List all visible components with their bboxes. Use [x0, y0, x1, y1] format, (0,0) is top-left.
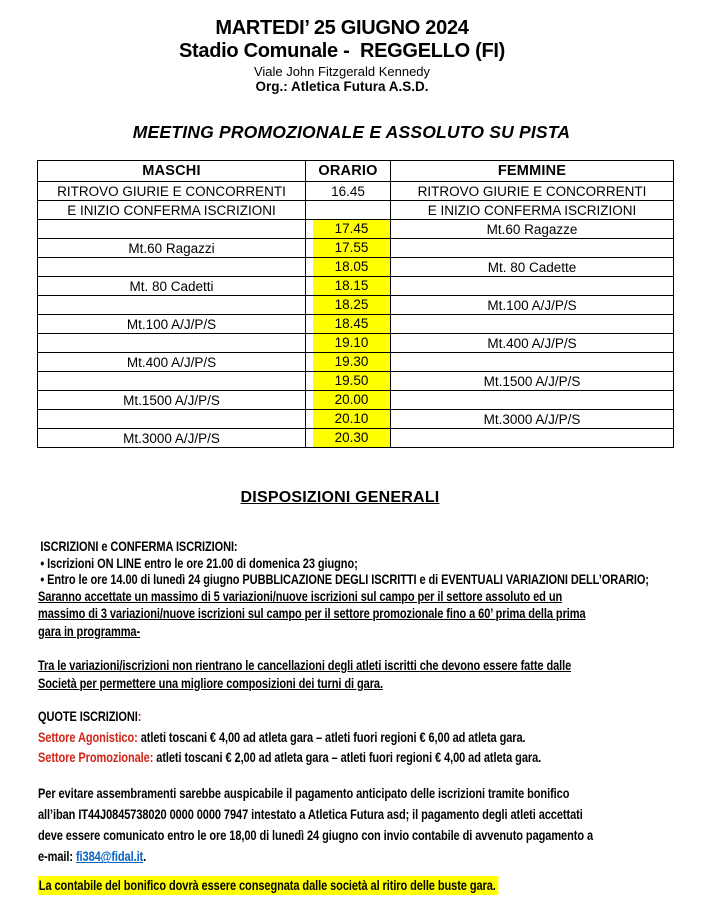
variazioni-paragraph: [38, 588, 677, 641]
table-row: [38, 201, 674, 220]
table-row: [38, 353, 674, 372]
cancellazioni-line: Società per permettere una migliore composizioni dei turni di gara.: [38, 674, 383, 691]
iscrizioni-bullet-online: • Iscrizioni ON LINE entro le ore 21.00 di domenica 23 giugno;: [40, 554, 358, 571]
pagamento-email-line: [38, 846, 677, 867]
cell-femmine: [391, 391, 674, 410]
settore-promozionale-text: atleti toscani € 2,00 ad atleta gara – atleti fuori regioni € 4,00 ad atleta gara.: [153, 749, 542, 765]
column-header-maschi: MASCHI: [38, 161, 306, 182]
meeting-title: MEETING PROMOZIONALE E ASSOLUTO SU PISTA: [132, 122, 571, 142]
cell-maschi: [38, 296, 306, 315]
table-row: [38, 372, 674, 391]
cell-femmine: E INIZIO CONFERMA ISCRIZIONI: [391, 201, 674, 220]
cell-maschi: Mt.100 A/J/P/S: [38, 315, 306, 334]
email-link[interactable]: fi384@fidal.it: [75, 848, 144, 865]
quote-agonistico-line: [38, 727, 677, 748]
cell-orario: [306, 353, 391, 372]
cell-maschi: Mt. 80 Cadetti: [38, 277, 306, 296]
quote-heading-colon: :: [137, 708, 142, 724]
highlighted-time: 18.45: [313, 315, 390, 333]
cancellazioni-paragraph: [38, 657, 677, 692]
cell-femmine: [391, 315, 674, 334]
variazioni-line: massimo di 3 variazioni/nuove iscrizioni sul campo per il settore promozionale fino a 60’ prima della prima: [38, 605, 586, 621]
table-header-row: [38, 161, 674, 182]
disposizioni-body: [38, 538, 677, 895]
quote-promozionale-line: [38, 747, 677, 768]
highlighted-time: 19.10: [313, 334, 390, 352]
highlighted-time: 18.05: [313, 258, 390, 276]
email-suffix: .: [143, 848, 147, 865]
highlighted-time: 18.15: [313, 277, 390, 295]
cell-maschi: RITROVO GIURIE E CONCORRENTI: [38, 182, 306, 201]
cell-femmine: Mt.3000 A/J/P/S: [391, 410, 674, 429]
table-row: [38, 391, 674, 410]
variazioni-line: Saranno accettate un massimo di 5 variazioni/nuove iscrizioni sul campo per il settore assoluto ed un: [38, 587, 563, 604]
cell-femmine: [391, 239, 674, 258]
table-row: [38, 410, 674, 429]
highlighted-time: 20.30: [313, 429, 390, 447]
table-row: [38, 220, 674, 239]
cell-orario: [306, 315, 391, 334]
cell-orario: [306, 239, 391, 258]
iscrizioni-heading: ISCRIZIONI e CONFERMA ISCRIZIONI:: [40, 538, 238, 554]
pagamento-line: all’iban IT44J0845738020 0000 0000 7947 intestato a Atletica Futura asd; il pagamento degli atleti accettati: [38, 805, 583, 822]
settore-agonistico-label: Settore Agonistico:: [38, 728, 138, 745]
cell-femmine: [391, 429, 674, 448]
iscrizioni-bullet-pubblicazione: • Entro le ore 14.00 di lunedì 24 giugno PUBBLICAZIONE DEGLI ISCRITTI e di EVENTUALI VARIAZIONI DELL’ORARIO;: [40, 571, 649, 587]
quote-iscrizioni-paragraph: [38, 706, 677, 768]
cell-orario: [306, 372, 391, 391]
table-row: [38, 315, 674, 334]
cell-orario: [306, 410, 391, 429]
email-label: e-mail:: [38, 848, 76, 865]
cell-maschi: [38, 372, 306, 391]
highlighted-time: 18.25: [313, 296, 390, 314]
cell-maschi: Mt.60 Ragazzi: [38, 239, 306, 258]
cell-orario: [306, 391, 391, 410]
schedule-table-body: [38, 182, 674, 448]
event-venue-title: Stadio Comunale - REGGELLO (FI): [179, 40, 505, 62]
cell-maschi: Mt.400 A/J/P/S: [38, 353, 306, 372]
cell-maschi: [38, 334, 306, 353]
cell-femmine: Mt.400 A/J/P/S: [391, 334, 674, 353]
final-note-line: [38, 875, 677, 895]
highlighted-time: 20.10: [313, 410, 390, 428]
disposizioni-title: DISPOSIZIONI GENERALI: [240, 489, 440, 506]
highlighted-time: 17.45: [313, 220, 390, 238]
cell-orario: [306, 258, 391, 277]
iscrizioni-paragraph: [38, 538, 677, 588]
column-header-femmine: FEMMINE: [391, 161, 674, 182]
cell-orario: [306, 220, 391, 239]
settore-agonistico-text: atleti toscani € 4,00 ad atleta gara – atleti fuori regioni € 6,00 ad atleta gara.: [137, 728, 526, 745]
table-row: [38, 429, 674, 448]
highlighted-time: 19.50: [313, 372, 390, 390]
cell-orario: 16.45: [306, 182, 391, 201]
cell-maschi: E INIZIO CONFERMA ISCRIZIONI: [38, 201, 306, 220]
table-row: [38, 296, 674, 315]
cell-femmine: Mt.60 Ragazze: [391, 220, 674, 239]
document-header: [0, 0, 684, 95]
cell-femmine: Mt.1500 A/J/P/S: [391, 372, 674, 391]
cell-maschi: Mt.3000 A/J/P/S: [38, 429, 306, 448]
table-row: [38, 239, 674, 258]
quote-heading: [38, 706, 677, 727]
cell-orario: [306, 277, 391, 296]
cell-femmine: [391, 353, 674, 372]
event-date-title: MARTEDI’ 25 GIUGNO 2024: [215, 17, 469, 39]
highlighted-time: 20.00: [313, 391, 390, 409]
pagamento-paragraph: [38, 783, 677, 868]
cell-femmine: RITROVO GIURIE E CONCORRENTI: [391, 182, 674, 201]
pagamento-line: deve essere comunicato entro le ore 18,00 di lunedì 24 giugno con invio contabile di avvenuto pagamento a: [38, 827, 594, 844]
schedule-table: [37, 160, 674, 448]
cell-maschi: Mt.1500 A/J/P/S: [38, 391, 306, 410]
pagamento-line: Per evitare assembramenti sarebbe auspicabile il pagamento anticipato delle iscrizioni tramite bonifico: [38, 784, 570, 801]
cell-femmine: [391, 277, 674, 296]
settore-promozionale-label: Settore Promozionale:: [38, 749, 154, 765]
cell-femmine: Mt. 80 Cadette: [391, 258, 674, 277]
variazioni-line: gara in programma-: [38, 622, 141, 639]
cell-maschi: [38, 410, 306, 429]
table-row: [38, 334, 674, 353]
cell-orario: [306, 201, 391, 220]
cell-orario: [306, 334, 391, 353]
final-note-highlight: La contabile del bonifico dovrà essere consegnata dalle società al ritiro delle buste gara.: [38, 876, 498, 895]
table-row: [38, 258, 674, 277]
quote-heading-text: QUOTE ISCRIZIONI: [38, 708, 138, 724]
cell-maschi: [38, 220, 306, 239]
cell-orario: [306, 296, 391, 315]
cell-maschi: [38, 258, 306, 277]
cell-orario: [306, 429, 391, 448]
cancellazioni-line: Tra le variazioni/iscrizioni non rientrano le cancellazioni degli atleti iscritti che devono essere fatte dalle: [38, 657, 572, 673]
highlighted-time: 17.55: [313, 239, 390, 257]
column-header-orario: ORARIO: [306, 161, 391, 182]
organizer-line: Org.: Atletica Futura A.S.D.: [255, 79, 429, 94]
venue-address: Viale John Fitzgerald Kennedy: [253, 64, 431, 79]
highlighted-time: 19.30: [313, 353, 390, 371]
cell-femmine: Mt.100 A/J/P/S: [391, 296, 674, 315]
table-row: [38, 182, 674, 201]
table-row: [38, 277, 674, 296]
